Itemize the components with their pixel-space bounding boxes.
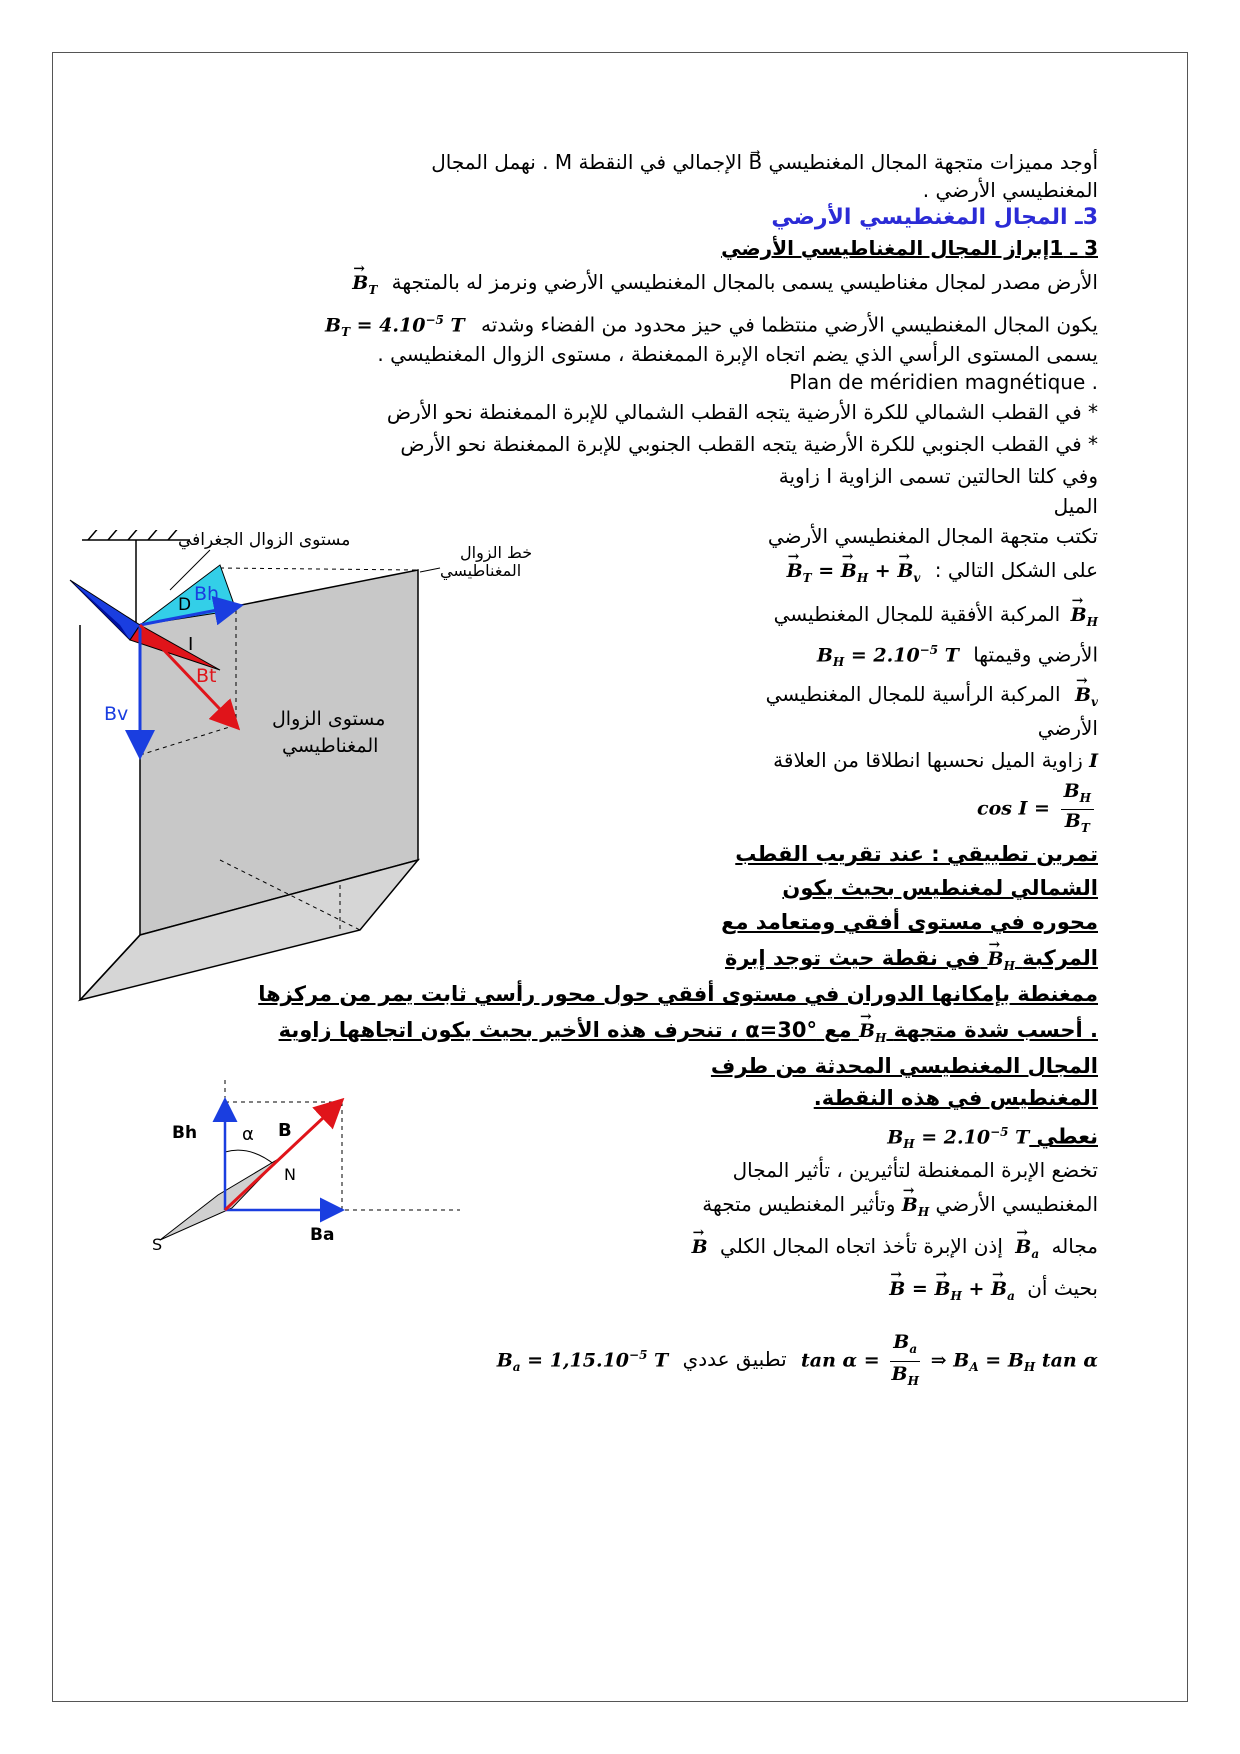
cos-i-expression: cos I = $\frac{B_H}{B_T}$ [977, 780, 1098, 839]
b-symbol: → B [692, 1233, 708, 1261]
bh-symbol-sol: → $B_H$ [902, 1191, 929, 1226]
paragraph-2-text: يكون المجال المغنطيسي الأرضي منتظما في حيز محدود من الفضاء وشدته [480, 312, 1098, 337]
deviation-figure [150, 1080, 470, 1310]
paragraph-6: * في القطب الجنوبي للكرة الأرضية يتجه القطب الجنوبي للإبرة الممغنطة نحو الأرض [400, 432, 1098, 456]
paragraph-10-text: على الشكل التالي : [934, 558, 1098, 582]
exercise-text-6a: ، تنحرف هذه الأخير بحيث يكون اتجاهها زاوية [278, 1018, 738, 1042]
exercise-text-4a: المركبة [1022, 946, 1098, 970]
ba-symbol: → $B_a$ [1015, 1233, 1039, 1268]
solution-text-3b: إذن الإبرة تأخذ اتجاه المجال الكلي [720, 1234, 1003, 1258]
solution-text-3a: مجاله [1051, 1234, 1098, 1258]
label-geo-meridian: مستوى الزوال الجغرافي [178, 530, 351, 550]
intro-line-1: أوجد مميزات متجهة المجال المغنطيسي B⃗ الإجمالي في النقطة M . نهمل المجال [431, 150, 1098, 174]
numeric-application-label: تطبيق عددي [682, 1347, 787, 1372]
exercise-line-1: تمرين تطبيقي : عند تقريب القطب [735, 842, 1098, 866]
cos-formula [977, 780, 1098, 839]
solution-text-4: بحيث أن [1027, 1276, 1098, 1300]
i-symbol: I [1089, 750, 1098, 772]
solution-line-1: تخضع الإبرة الممغنطة لتأثيرين ، تأثير المجال [732, 1158, 1098, 1182]
intro-line-2: المغنطيسي الأرضي . [922, 178, 1098, 202]
bh-symbol-ex: → $B_H$ [988, 945, 1015, 980]
tan-formula: tan α = $\frac{B_a}{B_H}$ ⇒ $B_A = B_H$ tan α [801, 1331, 1098, 1388]
b-sum-formula: → B = → $B_H$ + → $B_a$ [889, 1275, 1015, 1310]
bv-symbol: → $B_v$ [1075, 681, 1098, 716]
label-mag-plane-1: مستوى الزوال [272, 708, 386, 730]
bt-symbol: → $B_T$ [352, 269, 377, 304]
label-bh: Bh [194, 583, 220, 605]
bt-value: $B_T = 4.10^{-5}$ T [325, 313, 465, 340]
solution-line-5 [497, 1330, 1098, 1393]
paragraph-12 [817, 636, 1098, 676]
exercise-give: نعطي [1036, 1124, 1098, 1149]
paragraph-3: يسمى المستوى الرأسي الذي يضم اتجاه الإبرة الممغنطة ، مستوى الزوال المغنطيسي . [377, 342, 1098, 366]
paragraph-14: الأرضي [1037, 716, 1098, 740]
bt-sum-formula: → $B_T$ = → $B_H$ + → $B_v$ [787, 557, 921, 592]
needle-shape [160, 1158, 280, 1240]
section-3-heading: 3ـ المجال المغنطيسي الأرضي [771, 205, 1098, 230]
label-bh-2: Bh [172, 1123, 198, 1143]
paragraph-1 [352, 268, 1098, 304]
exercise-line-3: محوره في مستوى أفقي ومتعامد مع [721, 910, 1098, 934]
label-b: B [278, 1120, 292, 1141]
paragraph-1-text: الأرض مصدر لمجال مغناطيسي يسمى بالمجال المغنطيسي الأرضي ونرمز له بالمتجهة [391, 270, 1098, 294]
paragraph-11-text: المركبة الأفقية للمجال المغنطيسي [773, 602, 1061, 626]
solution-line-4 [889, 1274, 1098, 1310]
exercise-title: تمرين تطبيقي [947, 842, 1098, 866]
label-bt: Bt [196, 665, 217, 687]
label-mag-line-2: المغناطيسي [440, 561, 522, 580]
bh-given-value: $B_H = 2.10^{-5}$ T [887, 1125, 1030, 1152]
meridian-figure [60, 530, 630, 1050]
paragraph-13-text: المركبة الرأسية للمجال المغنطيسي [765, 682, 1061, 706]
b-total-vector [225, 1102, 340, 1210]
label-mag-line: خط الزوال [460, 543, 533, 562]
paragraph-5: * في القطب الشمالي للكرة الأرضية يتجه القطب الشمالي للإبرة الممغنطة نحو الأرض [386, 400, 1098, 424]
alpha-value: α=30° [745, 1018, 817, 1042]
paragraph-4: . Plan de méridien magnétique [789, 370, 1098, 394]
bh-symbol: → $B_H$ [1071, 601, 1098, 636]
exercise-line-9 [887, 1118, 1098, 1158]
label-bv: Bv [104, 703, 129, 725]
exercise-line-4 [725, 944, 1098, 980]
solution-text-2b: وتأثير المغنطيس متجهة [702, 1192, 896, 1216]
exercise-line-7: المجال المغنطيسي المحدثة من طرف [710, 1054, 1098, 1078]
subsection-3-1-heading: 3 ـ 1إبراز المجال المغناطيسي الأرضي [721, 236, 1098, 260]
paragraph-8: الميل [1053, 494, 1098, 518]
paragraph-12-text: الأرضي وقيمتها [973, 642, 1098, 667]
bh-value: $B_H = 2.10^{-5}$ T [816, 643, 959, 670]
exercise-line-8: المغنطيس في هذه النقطة. [813, 1086, 1098, 1110]
label-ba: Ba [310, 1225, 335, 1245]
label-i: I [188, 634, 194, 655]
needle-blue-half-2 [70, 580, 130, 640]
paragraph-15 [773, 746, 1098, 775]
ba-value: $B_a = 1,15.10^{-5}$ T [496, 1347, 669, 1375]
label-mag-plane-2: المغناطيسي [282, 735, 379, 757]
label-d: D [178, 595, 192, 615]
paragraph-10 [787, 556, 1098, 592]
paragraph-9: تكتب متجهة المجال المغنطيسي الأرضي [767, 524, 1098, 548]
exercise-text-6c: مع [824, 1018, 852, 1042]
exercise-text-1: عند تقريب القطب [735, 842, 924, 866]
paragraph-15-text: زاوية الميل نحسبها انطلاقا من العلاقة [773, 748, 1083, 772]
exercise-line-2: الشمالي لمغنطيس بحيث يكون [782, 876, 1098, 900]
exercise-text-4b: في نقطة حيث توجد إبرة [724, 946, 981, 970]
paragraph-7: وفي كلتا الحالتين تسمى الزاوية I زاوية [778, 464, 1098, 488]
bh-symbol-ex2: → $B_H$ [859, 1017, 886, 1052]
label-s: S [152, 1235, 163, 1254]
exercise-text-6d: . أحسب شدة متجهة [893, 1018, 1098, 1042]
solution-line-2 [702, 1190, 1098, 1226]
solution-text-2: المغنطيسي الأرضي [935, 1192, 1098, 1216]
paragraph-11 [774, 600, 1098, 636]
paragraph-13 [766, 680, 1098, 716]
label-n: N [284, 1165, 296, 1184]
label-alpha: α [242, 1124, 254, 1145]
exercise-line-5: ممغنطة بإمكانها الدوران في مستوى أفقي حول محور رأسي ثابت يمر من مركزها [258, 982, 1098, 1006]
